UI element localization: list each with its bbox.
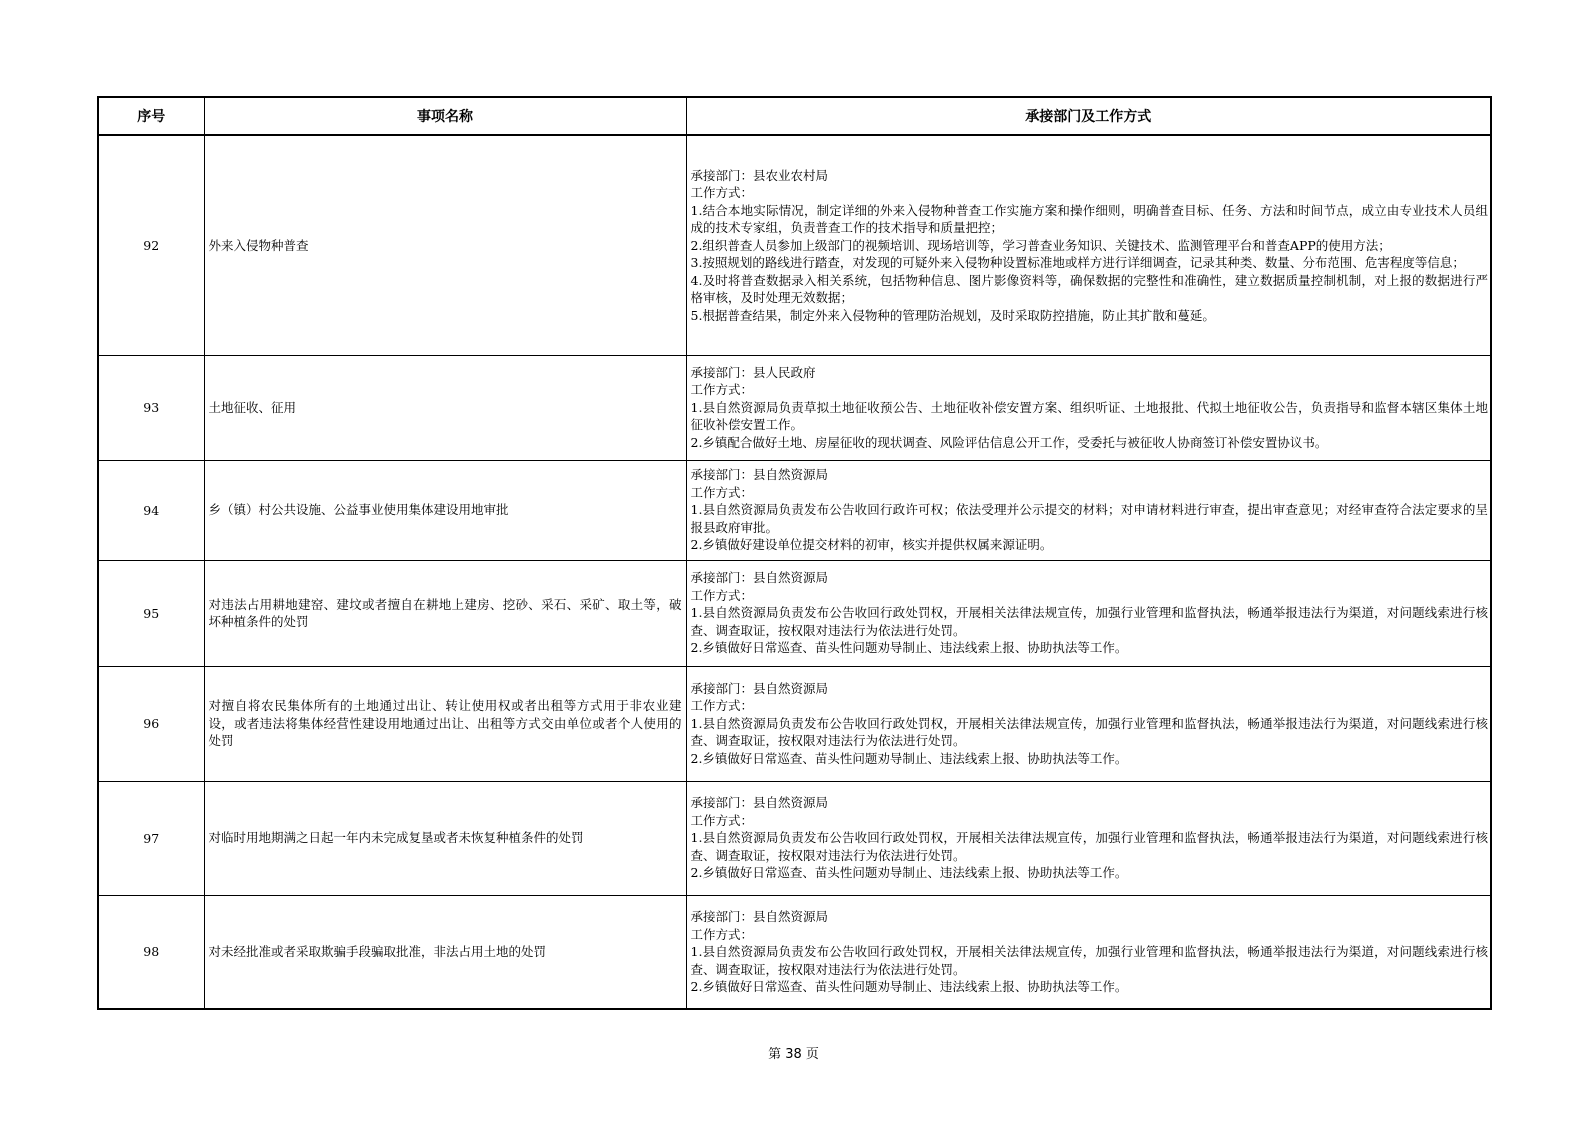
dept-line: 工作方式： <box>690 185 754 200</box>
dept-line: 承接部门：县农业农村局 <box>690 167 829 183</box>
dept-line: 工作方式： <box>690 484 754 500</box>
dept-line: 工作方式： <box>690 698 754 714</box>
dept-line: 2.乡镇做好日常巡查、苗头性问题劝导制止、违法线索上报、协助执法等工作。 <box>690 865 1128 881</box>
dept-line: 2.乡镇做好建设单位提交材料的初审，核实并提供权属来源证明。 <box>690 537 1053 553</box>
dept-method <box>686 666 1491 781</box>
row-number: 98 <box>98 895 204 1009</box>
dept-line: 2.乡镇做好日常巡查、苗头性问题劝导制止、违法线索上报、协助执法等工作。 <box>690 640 1128 656</box>
row-number: 92 <box>98 135 204 355</box>
dept-line: 承接部门：县自然资源局 <box>690 680 829 696</box>
dept-method <box>686 895 1491 1009</box>
dept-line: 工作方式： <box>690 587 754 603</box>
dept-method <box>686 781 1491 895</box>
header-seq: 序号 <box>98 97 204 135</box>
table-row <box>98 135 1491 355</box>
dept-line: 1.县自然资源局负责发布公告收回行政处罚权，开展相关法律法规宣传，加强行业管理和监督执法，畅通举报违法行为渠道，对问题线索进行核查、调查取证，按权限对违法行为依法进行处罚。 <box>690 944 1488 977</box>
dept-line: 承接部门：县自然资源局 <box>690 795 829 811</box>
dept-line: 1.县自然资源局负责发布公告收回行政处罚权，开展相关法律法规宣传，加强行业管理和监督执法，畅通举报违法行为渠道，对问题线索进行核查、调查取证，按权限对违法行为依法进行处罚。 <box>690 830 1488 863</box>
row-number: 93 <box>98 355 204 460</box>
dept-line: 1.结合本地实际情况，制定详细的外来入侵物种普查工作实施方案和操作细则，明确普查目标、任务、方法和时间节点，成立由专业技术人员组成的技术专家组，负责普查工作的技术指导和质量把控； <box>690 202 1488 235</box>
item-name: 对擅自将农民集体所有的土地通过出让、转让使用权或者出租等方式用于非农业建设，或者违法将集体经营性建设用地通过出让、出租等方式交由单位或者个人使用的处罚 <box>204 666 686 781</box>
dept-line: 工作方式： <box>690 812 754 828</box>
dept-method <box>686 355 1491 460</box>
dept-line: 5.根据普查结果，制定外来入侵物种的管理防治规划，及时采取防控措施，防止其扩散和蔓延。 <box>690 307 1215 323</box>
header-dept-method: 承接部门及工作方式 <box>686 97 1491 135</box>
row-number: 97 <box>98 781 204 895</box>
header-item-name: 事项名称 <box>204 97 686 135</box>
dept-method <box>686 560 1491 666</box>
table-row <box>98 666 1491 781</box>
dept-line: 2.乡镇做好日常巡查、苗头性问题劝导制止、违法线索上报、协助执法等工作。 <box>690 979 1128 994</box>
items-table <box>97 96 1492 1010</box>
dept-method <box>686 135 1491 355</box>
table-row <box>98 460 1491 560</box>
item-name: 对违法占用耕地建窑、建坟或者擅自在耕地上建房、挖砂、采石、采矿、取土等，破坏种植条件的处罚 <box>204 560 686 666</box>
dept-line: 2.乡镇做好日常巡查、苗头性问题劝导制止、违法线索上报、协助执法等工作。 <box>690 750 1128 766</box>
row-number: 94 <box>98 460 204 560</box>
dept-line: 承接部门：县自然资源局 <box>690 570 829 586</box>
dept-line: 承接部门：县自然资源局 <box>690 909 829 924</box>
item-name: 对临时用地期满之日起一年内未完成复垦或者未恢复种植条件的处罚 <box>204 781 686 895</box>
dept-line: 4.及时将普查数据录入相关系统，包括物种信息、图片影像资料等，确保数据的完整性和准确性，建立数据质量控制机制，对上报的数据进行严格审核，及时处理无效数据； <box>690 272 1488 305</box>
dept-line: 1.县自然资源局负责发布公告收回行政处罚权，开展相关法律法规宣传，加强行业管理和监督执法，畅通举报违法行为渠道，对问题线索进行核查、调查取证，按权限对违法行为依法进行处罚。 <box>690 715 1488 749</box>
item-name: 土地征收、征用 <box>204 355 686 460</box>
table-header-row <box>98 97 1491 135</box>
dept-line: 承接部门：县人民政府 <box>690 364 816 380</box>
dept-line: 工作方式： <box>690 382 754 398</box>
row-number: 95 <box>98 560 204 666</box>
dept-line: 2.组织普查人员参加上级部门的视频培训、现场培训等，学习普查业务知识、关键技术、监测管理平台和普查APP的使用方法； <box>690 237 1391 253</box>
dept-line: 2.乡镇配合做好土地、房屋征收的现状调查、风险评估信息公开工作，受委托与被征收人协商签订补偿安置协议书。 <box>690 434 1328 450</box>
table-row <box>98 560 1491 666</box>
table-row <box>98 781 1491 895</box>
page-number: 第 38 页 <box>768 1047 819 1062</box>
dept-line: 工作方式： <box>690 926 754 942</box>
table-row <box>98 895 1491 1009</box>
dept-line: 1.县自然资源局负责发布公告收回行政处罚权，开展相关法律法规宣传，加强行业管理和监督执法，畅通举报违法行为渠道，对问题线索进行核查、调查取证，按权限对违法行为依法进行处罚。 <box>690 605 1488 638</box>
dept-line: 1.县自然资源局负责发布公告收回行政许可权；依法受理并公示提交的材料；对申请材料进行审查，提出审查意见；对经审查符合法定要求的呈报县政府审批。 <box>690 502 1488 535</box>
item-name: 乡（镇）村公共设施、公益事业使用集体建设用地审批 <box>204 460 686 560</box>
dept-method <box>686 460 1491 560</box>
table-row <box>98 355 1491 460</box>
row-number: 96 <box>98 666 204 781</box>
dept-line: 3.按照规划的路线进行踏查，对发现的可疑外来入侵物种设置标准地或样方进行详细调查，记录其种类、数量、分布范围、危害程度等信息； <box>690 255 1465 270</box>
item-name: 对未经批准或者采取欺骗手段骗取批准，非法占用土地的处罚 <box>204 895 686 1009</box>
dept-line: 1.县自然资源局负责草拟土地征收预公告、土地征收补偿安置方案、组织听证、土地报批、代拟土地征收公告，负责指导和监督本辖区集体土地征收补偿安置工作。 <box>690 399 1488 433</box>
dept-line: 承接部门：县自然资源局 <box>690 467 829 483</box>
item-name: 外来入侵物种普查 <box>204 135 686 355</box>
document-table-container <box>97 96 1490 1010</box>
